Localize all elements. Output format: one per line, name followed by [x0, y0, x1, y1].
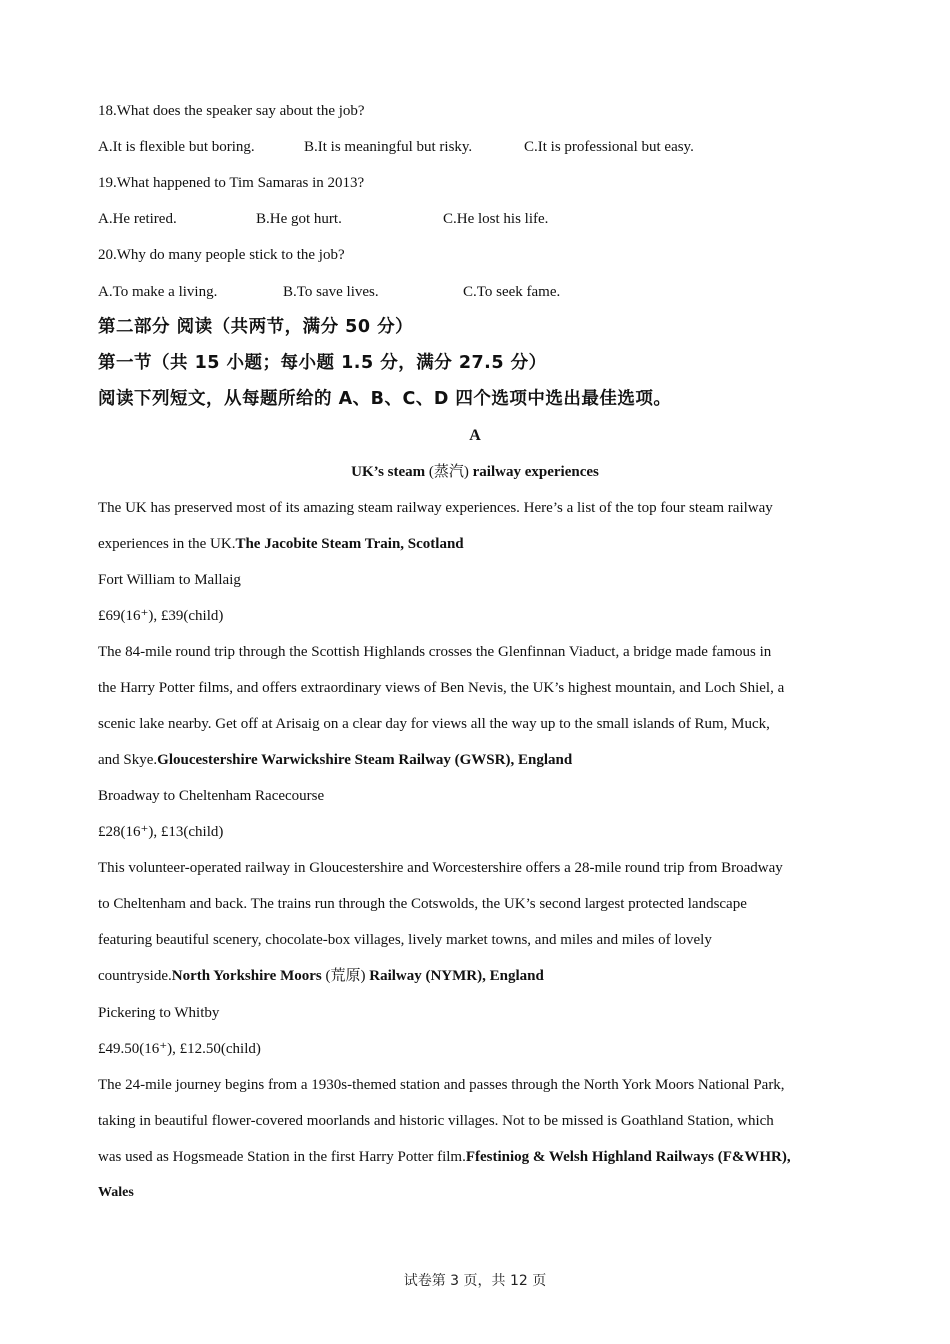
railway-4-name-line-1: Ffestiniog & Welsh Highland Railways (F&WHR), [465, 1149, 791, 1165]
railway-2-desc-4 [98, 966, 544, 986]
railway-2-desc-1: This volunteer-operated railway in Gloucestershire and Worcestershire offers a 28-mile round trip from Broadway [98, 860, 783, 876]
railway-3-desc-2: taking in beautiful flower-covered moorlands and historic villages. Not to be missed is Goathland Station, which [98, 1113, 774, 1129]
part-heading: 第一节（共 15 小题；每小题 1.5 分，满分 27.5 分） [98, 353, 547, 373]
railway-2-desc-3: featuring beautiful scenery, chocolate-box villages, lively market towns, and miles and miles of lovely [98, 932, 712, 948]
railway-1-desc-4 [98, 750, 572, 770]
q18-option-a: A.It is flexible but boring. [98, 139, 255, 155]
railway-2-price: £28(16⁺), £13(child) [98, 824, 224, 840]
intro-line-2 [98, 534, 464, 554]
q20-option-a: A.To make a living. [98, 284, 218, 300]
railway-1-desc-1: The 84-mile round trip through the Scottish Highlands crosses the Glenfinnan Viaduct, a bridge made famous in [98, 644, 772, 660]
railway-3-route: Pickering to Whitby [98, 1005, 220, 1021]
instruction: 阅读下列短文，从每题所给的 A、B、C、D 四个选项中选出最佳选项。 [98, 389, 672, 409]
railway-2-desc-end: countryside. [98, 968, 172, 984]
railway-1-desc-2: the Harry Potter films, and offers extraordinary views of Ben Nevis, the UK’s highest mountain, and Loch Shiel, a [98, 680, 785, 696]
passage-letter: A [469, 427, 481, 444]
q19-option-a: A.He retired. [98, 211, 177, 227]
page-footer: 试卷第 3 页，共 12 页 [403, 1273, 547, 1289]
railway-1-desc-end: and Skye. [98, 752, 158, 768]
q20-option-c: C.To seek fame. [463, 284, 561, 300]
q19-option-b: B.He got hurt. [256, 211, 342, 227]
q20-option-b: B.To save lives. [283, 284, 379, 300]
railway-1-route: Fort William to Mallaig [98, 572, 241, 588]
title-chinese-gloss: (蒸汽) [428, 464, 469, 480]
railway-3-name-part-2: Railway (NYMR), England [365, 968, 544, 984]
section-heading: 第二部分 阅读（共两节，满分 50 分） [98, 317, 414, 337]
railway-3-desc-end: was used as Hogsmeade Station in the first Harry Potter film. [98, 1149, 466, 1165]
question-20: 20.Why do many people stick to the job? [98, 247, 345, 263]
railway-3-desc-3 [98, 1147, 791, 1167]
title-part-2: railway experiences [468, 464, 599, 480]
railway-2-name: Gloucestershire Warwickshire Steam Railway (GWSR), England [157, 752, 573, 768]
railway-3-price: £49.50(16⁺), £12.50(child) [98, 1041, 261, 1057]
intro-text: experiences in the UK. [98, 536, 236, 552]
railway-3-desc-1: The 24-mile journey begins from a 1930s-themed station and passes through the North York Moors National Park, [98, 1077, 785, 1093]
railway-2-desc-2: to Cheltenham and back. The trains run through the Cotswolds, the UK’s second largest protected landscape [98, 896, 747, 912]
q18-option-b: B.It is meaningful but risky. [304, 139, 473, 155]
intro-line-1: The UK has preserved most of its amazing steam railway experiences. Here’s a list of the top four steam railway [98, 500, 773, 516]
railway-1-desc-3: scenic lake nearby. Get off at Arisaig on a clear day for views all the way up to the small islands of Rum, Muck, [98, 716, 770, 732]
passage-title [0, 462, 950, 482]
railway-3-name-part-1: North Yorkshire Moors [171, 968, 326, 984]
railway-2-route: Broadway to Cheltenham Racecourse [98, 788, 325, 804]
question-18: 18.What does the speaker say about the job? [98, 103, 365, 119]
q18-option-c: C.It is professional but easy. [524, 139, 694, 155]
q19-option-c: C.He lost his life. [443, 211, 549, 227]
railway-1-price: £69(16⁺), £39(child) [98, 608, 224, 624]
railway-1-name: The Jacobite Steam Train, Scotland [235, 536, 464, 552]
railway-3-chinese-gloss: (荒原) [325, 968, 366, 984]
title-part-1: UK’s steam [351, 464, 429, 480]
railway-4-name-line-2: Wales [98, 1185, 134, 1200]
question-19: 19.What happened to Tim Samaras in 2013? [98, 175, 365, 191]
